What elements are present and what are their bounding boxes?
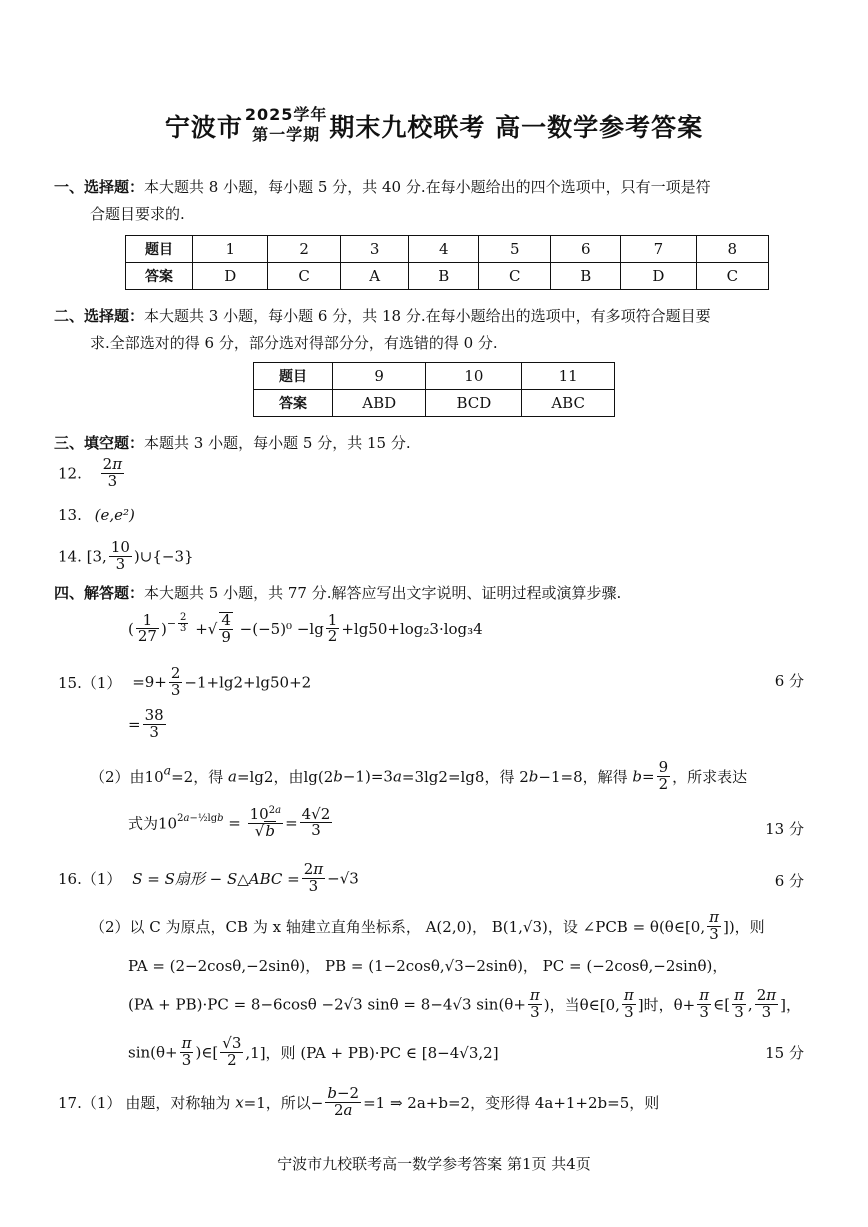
q16-label: 16.（1） — [58, 869, 122, 888]
section1-text2: 合题目要求的. — [90, 205, 185, 223]
q16-part1: 16.（1） S = S扇形 − S△ABC = $\frac{2\pi}{3}$ −√3 — [58, 860, 359, 895]
q15-score2: 13 分 — [765, 820, 804, 838]
section3-num: 三、 — [54, 434, 85, 452]
question-cell: 4 — [409, 236, 479, 263]
question-cell: 7 — [621, 236, 696, 263]
q16-part2-line1-tail: ])，则 — [722, 917, 765, 936]
q17-text-c: =1 ⇒ 2a+b=2，变形得 4a+1+2b=5，则 — [363, 1093, 660, 1112]
title-suffix: 期末九校联考 高一数学参考答案 — [329, 113, 704, 142]
answer-cell: D — [621, 263, 696, 290]
q16-part2-line1: （2）以 C 为原点，CB 为 x 轴建立直角坐标系， A(2,0)， B(1,√3)，设 ∠PCB = θ(θ∈[0, $\frac{\pi}{3}$ ])，则 — [90, 908, 765, 943]
question-cell: 11 — [522, 363, 615, 390]
q15-label: 15.（1） — [58, 673, 122, 692]
q15-part2-g: ，所求表达 — [672, 767, 748, 786]
q16-line1: S = S扇形 − S△ABC = — [132, 869, 300, 888]
answer-cell: C — [268, 263, 340, 290]
question-cell: 2 — [268, 236, 340, 263]
page-footer: 宁波市九校联考高一数学参考答案 第1页 共4页 — [277, 1155, 591, 1173]
q12-answer — [58, 457, 126, 490]
section1-heading — [54, 174, 711, 201]
section1-num: 一、 — [54, 178, 85, 196]
answer-cell: B — [551, 263, 621, 290]
question-cell: 6 — [551, 236, 621, 263]
page-title — [0, 105, 868, 147]
q16-score2: 15 分 — [765, 1044, 804, 1062]
q15-part2-line2: 式为$10^{2a-\frac{1}{2}lgb}$ = $\frac{10^{2a}}{√b}$ = $\frac{4√2}{3}$ — [128, 804, 331, 840]
answer-cell: D — [193, 263, 268, 290]
q15-expression: ( $\frac{1}{27}$ )$^{- \frac{2}{3}}$ +√ $\frac{4}{9}$ −(−5)⁰ −lg $\frac{1}{2}$ +lg50+log₂3·log₃4 — [128, 610, 483, 646]
table-row — [126, 236, 769, 263]
q13-answer — [58, 506, 135, 524]
table-row — [126, 263, 769, 290]
table-row — [254, 363, 615, 390]
q15-score1: 6 分 — [774, 672, 804, 690]
row-header: 答案 — [254, 390, 333, 417]
section3-text: 本题共 3 小题，每小题 5 分，共 15 分. — [144, 434, 411, 452]
row-header: 题目 — [126, 236, 193, 263]
section4-heading — [54, 580, 621, 607]
q14-answer — [58, 540, 194, 573]
q15-line1-tail2: +lg50+log₂3·log₃4 — [341, 619, 483, 638]
section2-text2: 求.全部选对的得 6 分，部分选对得部分分，有选错的得 0 分. — [90, 334, 498, 352]
section1-answer-table — [125, 235, 769, 290]
q16-part2-line3-a: (PA + PB)·PC = 8−6cosθ −2√3 sinθ = 8−4√3 sin(θ+ — [128, 995, 526, 1014]
q15-part2-a: （2）由10 — [90, 767, 164, 786]
q15-step1-b: −1+lg2+lg50+2 — [184, 673, 312, 692]
answer-cell: ABC — [522, 390, 615, 417]
section4-num: 四、 — [54, 584, 85, 602]
q15-part2-b: =2，得 — [171, 767, 224, 786]
section3-label: 填空题： — [84, 434, 145, 452]
question-cell: 9 — [333, 363, 426, 390]
answer-cell: C — [696, 263, 768, 290]
row-header: 题目 — [254, 363, 333, 390]
q13-value: (e,e²) — [94, 506, 135, 524]
q15-step1-a: =9+ — [132, 673, 167, 692]
q16-part2-line4: sin(θ+ $\frac{\pi}{3}$ )∈[ $\frac{√3}{2}$ ,1]，则 (PA + PB)·PC ∈ [8−4√3,2] — [128, 1034, 499, 1069]
q16-part2-line3-tail: ]时，θ+ — [637, 995, 696, 1014]
q14-value-b: )∪{−3} — [133, 547, 194, 566]
section4-text: 本大题共 5 小题，共 77 分.解答应写出文字说明、证明过程或演算步骤. — [144, 584, 622, 602]
title-term-stack — [245, 107, 328, 143]
section2-text1: 本大题共 3 小题，每小题 6 分，共 18 分.在每小题给出的选项中，有多项符合题目要 — [144, 307, 711, 325]
q16-part2-line1-text: （2）以 C 为原点，CB 为 x 轴建立直角坐标系， A(2,0)， B(1,√3)，设 ∠PCB = θ(θ∈[0, — [90, 917, 706, 936]
title-term: 第一学期 — [252, 125, 321, 144]
q17-part1: 17.（1） 由题，对称轴为 x=1，所以− $\frac{b-2}{2a}$ =1 ⇒ 2a+b=2，变形得 4a+1+2b=5，则 — [58, 1084, 660, 1119]
q15-step2-eq: = — [128, 715, 141, 734]
title-prefix: 宁波市 — [164, 113, 243, 142]
fraction: $\frac{10}{3}$ — [110, 538, 130, 573]
q15-part2-line1: （2）由$10^a=2$，得 a=lg2，由lg(2b−1)=3a=3lg2=lg8，得 2b−1=8，解得 b= $\frac{9}{2}$ ，所求表达 — [90, 758, 748, 793]
answer-cell: B — [409, 263, 479, 290]
q15-part2-d: −1)=3 — [342, 767, 393, 786]
q17-text-b: =1，所以− — [243, 1093, 324, 1112]
q15-step1: 15.（1） =9+ $\frac{2}{3}$ −1+lg2+lg50+2 — [58, 664, 312, 699]
q14-label: 14. — [58, 547, 82, 566]
section1-label: 选择题： — [84, 178, 145, 196]
q16-part2-line4-b: )∈[ — [195, 1043, 219, 1062]
question-cell: 10 — [426, 363, 522, 390]
section1-text1: 本大题共 8 小题，每小题 5 分，共 40 分.在每小题给出的四个选项中，只有一项是符 — [144, 178, 711, 196]
q17-text-a: 由题，对称轴为 — [125, 1093, 231, 1112]
q16-part2-line3: (PA + PB)·PC = 8−6cosθ −2√3 sinθ = 8−4√3 sin(θ+ $\frac{\pi}{3}$ )，当θ∈[0, $\frac{\pi}{3}$ ]时，θ+ $\frac{\pi}{3}$ ∈[ $\frac{\pi}{3}$ , $\frac{2\pi}{3}$ ]， — [128, 986, 801, 1021]
row-header: 答案 — [126, 263, 193, 290]
section2-heading — [54, 303, 711, 330]
q15-part2-e: =3lg2=lg8，得 2 — [401, 767, 529, 786]
title-year: 2025学年 — [244, 105, 328, 124]
q16-part2-line4-a: sin(θ+ — [128, 1043, 178, 1062]
answer-cell: ABD — [333, 390, 426, 417]
answer-cell: A — [340, 263, 409, 290]
section4-label: 解答题： — [84, 584, 145, 602]
section2-answer-table — [253, 362, 615, 417]
q16-part2-line4-c: ,1]，则 (PA + PB)·PC ∈ [8−4√3,2] — [245, 1043, 499, 1062]
section2-label: 选择题： — [84, 307, 145, 325]
question-cell: 1 — [193, 236, 268, 263]
question-cell: 5 — [479, 236, 551, 263]
question-cell: 3 — [340, 236, 409, 263]
section3-heading — [54, 430, 411, 457]
table-row — [254, 390, 615, 417]
q12-label: 12. — [58, 464, 82, 483]
q13-label: 13. — [58, 506, 82, 524]
q14-value-a: [3, — [86, 547, 107, 566]
answer-cell: BCD — [426, 390, 522, 417]
q15-line1-tail: −(−5)⁰ −lg — [239, 619, 324, 638]
fraction: $\frac{2\pi}{3}$ — [102, 455, 123, 490]
q16-line1-tail: −√3 — [327, 869, 359, 888]
q16-part2-line2: PA = (2−2cosθ,−2sinθ)， PB = (1−2cosθ,√3−2sinθ)， PC = (−2cosθ,−2sinθ)， — [128, 957, 728, 975]
q15-part2-f: −1=8，解得 — [538, 767, 628, 786]
answer-cell: C — [479, 263, 551, 290]
q15-part2-line2-text: 式为10 — [128, 814, 178, 833]
question-cell: 8 — [696, 236, 768, 263]
q16-part2-line3-mid: )，当θ∈[0, — [543, 995, 620, 1014]
q15-part2-c: =lg2，由lg(2 — [236, 767, 334, 786]
q15-step2: = $\frac{38}{3}$ — [128, 706, 164, 741]
q17-label: 17.（1） — [58, 1093, 122, 1112]
q16-score1: 6 分 — [774, 872, 804, 890]
section2-num: 二、 — [54, 307, 85, 325]
